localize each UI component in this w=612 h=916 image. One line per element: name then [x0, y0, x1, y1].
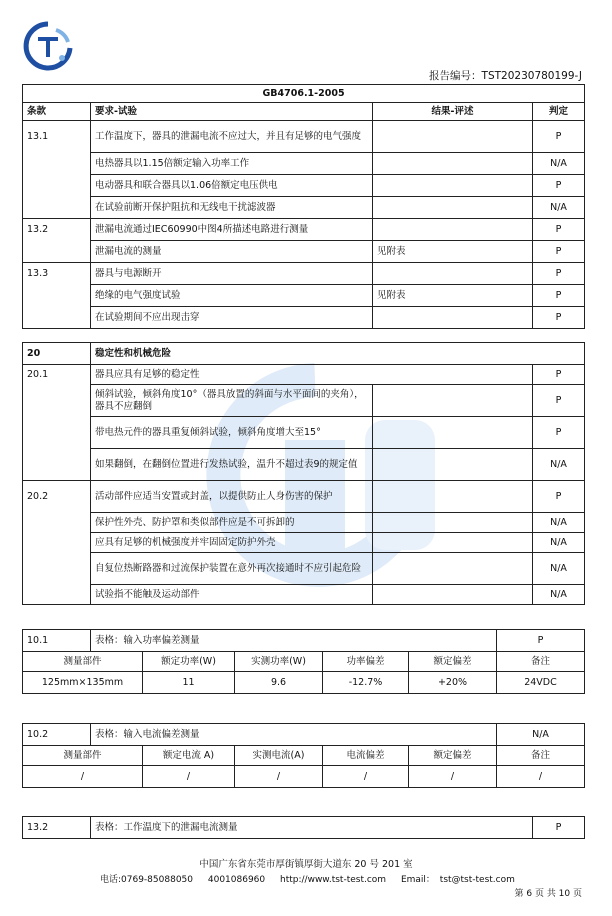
table-row: [23, 241, 585, 263]
clause-cell: [23, 585, 91, 605]
clause-cell: 10.1: [23, 630, 91, 652]
col-header-clause: 条款: [23, 103, 91, 121]
requirement-cell: 倾斜试验，倾斜角度10°（器具放置的斜面与水平面间的夹角），器具不应翻倒: [91, 385, 373, 417]
table-row: [23, 219, 585, 241]
col-header-requirement: 要求-试验: [91, 103, 373, 121]
verdict-cell: N/A: [533, 197, 585, 219]
verdict-cell: P: [533, 385, 585, 417]
result-cell: [373, 263, 533, 285]
table-header-row: [23, 746, 585, 766]
requirement-cell: 如果翻倒，在翻倒位置进行发热试验，温升不超过表9的规定值: [91, 449, 373, 481]
result-cell: [373, 219, 533, 241]
clause-cell: [23, 553, 91, 585]
section-title: 稳定性和机械危险: [91, 343, 585, 365]
table-row: [23, 307, 585, 329]
verdict-cell: P: [533, 241, 585, 263]
verdict-cell: N/A: [533, 585, 585, 605]
requirement-cell: 器具与电源断开: [91, 263, 373, 285]
verdict-cell: P: [497, 630, 585, 652]
value-cell: /: [143, 766, 235, 788]
value-cell: /: [23, 766, 143, 788]
table-row: [23, 449, 585, 481]
leakage-current-table: [22, 816, 585, 839]
table-row: [23, 197, 585, 219]
table-row: [23, 121, 585, 153]
table-header-row: [23, 652, 585, 672]
footer-phone: 电话:0769-85088050: [100, 875, 193, 885]
clause-cell: [23, 533, 91, 553]
col-header: 额定偏差: [409, 746, 497, 766]
verdict-cell: P: [533, 121, 585, 153]
col-header: 电流偏差: [323, 746, 409, 766]
clause-cell: [23, 285, 91, 307]
verdict-cell: P: [533, 219, 585, 241]
footer-hotline: 4001086960: [207, 875, 266, 885]
table-title: 表格：工作温度下的泄漏电流测量: [91, 817, 533, 839]
verdict-cell: N/A: [533, 533, 585, 553]
clause-cell: 10.2: [23, 724, 91, 746]
page-number: 第 6 页 共 10 页: [514, 889, 582, 899]
table-row: [23, 417, 585, 449]
verdict-cell: N/A: [533, 449, 585, 481]
table-title: 表格：输入功率偏差测量: [91, 630, 497, 652]
requirement-cell: 在试验前断开保护阻抗和无线电干扰滤波器: [91, 197, 373, 219]
clause-cell: 13.2: [23, 219, 91, 241]
value-cell: /: [235, 766, 323, 788]
requirements-table: [22, 84, 585, 329]
table-title: 表格：输入电流偏差测量: [91, 724, 497, 746]
table-row: [23, 365, 585, 385]
current-deviation-table: [22, 723, 585, 788]
col-header: 实测功率(W): [235, 652, 323, 672]
value-cell: 9.6: [235, 672, 323, 694]
power-deviation-table: [22, 629, 585, 694]
requirement-cell: 泄漏电流的测量: [91, 241, 373, 263]
value-cell: /: [497, 766, 585, 788]
table-row: [23, 766, 585, 788]
verdict-cell: P: [533, 263, 585, 285]
col-header-verdict: 判定: [533, 103, 585, 121]
footer-website[interactable]: http://www.tst-test.com: [280, 875, 387, 885]
table-title-row: [23, 817, 585, 839]
col-header: 额定电流 A): [143, 746, 235, 766]
table-header-row: [23, 103, 585, 121]
clause-cell: [23, 175, 91, 197]
requirement-cell: 保护性外壳、防护罩和类似部件应是不可拆卸的: [91, 513, 373, 533]
table-row: [23, 263, 585, 285]
requirement-cell: 绝缘的电气强度试验: [91, 285, 373, 307]
clause-cell: 20.1: [23, 365, 91, 385]
footer-contact: [100, 872, 525, 885]
col-header: 功率偏差: [323, 652, 409, 672]
value-cell: /: [323, 766, 409, 788]
clause-cell: 13.1: [23, 121, 91, 153]
footer-address: 中国广东省东莞市厚街镇厚街大道东 20 号 201 室: [199, 859, 413, 870]
result-cell: 见附表: [373, 241, 533, 263]
col-header: 额定偏差: [409, 652, 497, 672]
clause-cell: [23, 385, 91, 417]
table-row: [23, 285, 585, 307]
result-cell: [373, 153, 533, 175]
verdict-cell: N/A: [533, 513, 585, 533]
table-row: [23, 513, 585, 533]
requirement-cell: 在试验期间不应出现击穿: [91, 307, 373, 329]
standard-title: GB4706.1-2005: [23, 85, 585, 103]
clause-cell: 13.2: [23, 817, 91, 839]
clause-cell: 13.3: [23, 263, 91, 285]
clause-cell: [23, 449, 91, 481]
requirement-cell: 带电热元件的器具重复倾斜试验，倾斜角度增大至15°: [91, 417, 373, 449]
col-header-result: 结果-评述: [373, 103, 533, 121]
col-header: 实测电流(A): [235, 746, 323, 766]
table-title-row: [23, 724, 585, 746]
clause-cell: [23, 241, 91, 263]
stability-table: [22, 342, 585, 605]
verdict-cell: P: [533, 481, 585, 513]
result-cell: [373, 175, 533, 197]
requirement-cell: 工作温度下，器具的泄漏电流不应过大，并且有足够的电气强度: [91, 121, 373, 153]
result-cell: [373, 307, 533, 329]
section-header-row: [23, 343, 585, 365]
value-cell: /: [409, 766, 497, 788]
requirement-cell: 电动器具和联合器具以1.06倍额定电压供电: [91, 175, 373, 197]
value-cell: -12.7%: [323, 672, 409, 694]
requirement-cell: 自复位热断路器和过流保护装置在意外再次接通时不应引起危险: [91, 553, 373, 585]
table-row: [23, 385, 585, 417]
clause-cell: [23, 197, 91, 219]
tst-logo: [22, 20, 74, 72]
report-number: 报告编号：TST20230780199-J: [429, 70, 582, 82]
table-row: [23, 553, 585, 585]
verdict-cell: P: [533, 307, 585, 329]
result-cell: 见附表: [373, 285, 533, 307]
value-cell: 24VDC: [497, 672, 585, 694]
verdict-cell: N/A: [533, 153, 585, 175]
table-row: [23, 585, 585, 605]
verdict-cell: P: [533, 285, 585, 307]
requirement-cell: 应具有足够的机械强度并牢固固定防护外壳: [91, 533, 373, 553]
table-row: [23, 481, 585, 513]
table-row: [23, 533, 585, 553]
result-cell: [373, 121, 533, 153]
table-row: [23, 672, 585, 694]
clause-cell: [23, 513, 91, 533]
table-row: [23, 175, 585, 197]
requirement-cell: 试验指不能触及运动部件: [91, 585, 373, 605]
result-cell: [373, 197, 533, 219]
value-cell: 11: [143, 672, 235, 694]
clause-cell: [23, 307, 91, 329]
value-cell: +20%: [409, 672, 497, 694]
col-header: 额定功率(W): [143, 652, 235, 672]
col-header: 备注: [497, 652, 585, 672]
verdict-cell: P: [533, 365, 585, 385]
verdict-cell: P: [533, 417, 585, 449]
verdict-cell: P: [533, 817, 585, 839]
verdict-cell: N/A: [533, 553, 585, 585]
table-row: [23, 153, 585, 175]
requirement-cell: 活动部件应适当安置或封盖，以提供防止人身伤害的保护: [91, 481, 373, 513]
clause-cell: [23, 153, 91, 175]
col-header: 备注: [497, 746, 585, 766]
col-header: 测量部件: [23, 652, 143, 672]
section-number: 20: [23, 343, 91, 365]
clause-cell: 20.2: [23, 481, 91, 513]
col-header: 测量部件: [23, 746, 143, 766]
verdict-cell: N/A: [497, 724, 585, 746]
requirement-cell: 器具应具有足够的稳定性: [91, 365, 533, 385]
requirement-cell: 电热器具以1.15倍额定输入功率工作: [91, 153, 373, 175]
verdict-cell: P: [533, 175, 585, 197]
clause-cell: [23, 417, 91, 449]
table-title-row: [23, 630, 585, 652]
requirement-cell: 泄漏电流通过IEC60990中图4所描述电路进行测量: [91, 219, 373, 241]
footer-email[interactable]: Email： tst@tst-test.com: [400, 875, 515, 885]
value-cell: 125mm×135mm: [23, 672, 143, 694]
